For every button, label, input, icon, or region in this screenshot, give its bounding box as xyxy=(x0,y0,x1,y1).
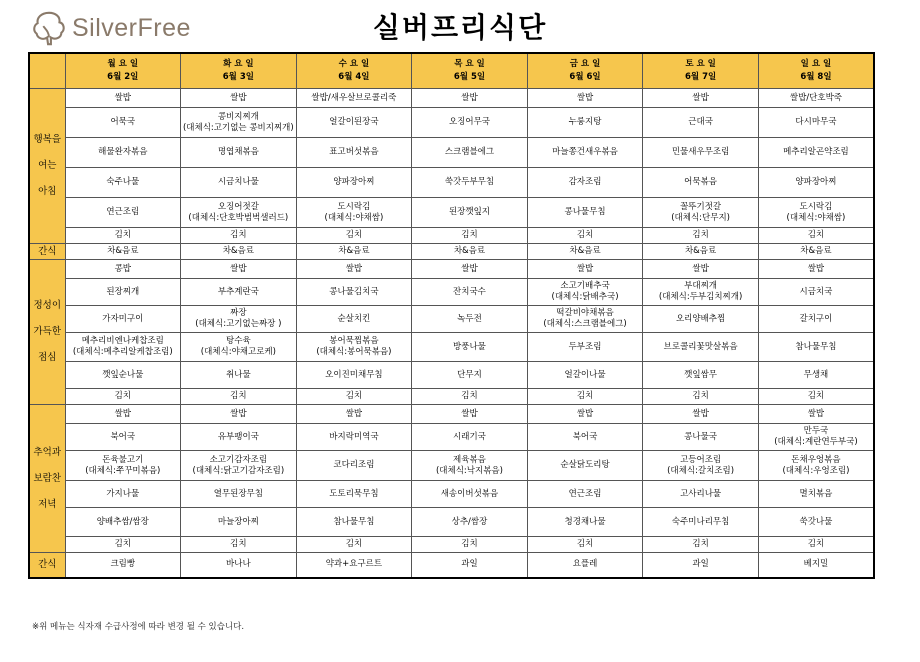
menu-item: 쌀밥 xyxy=(412,260,528,279)
menu-item: 새송이버섯볶음 xyxy=(412,481,528,508)
dinner-label xyxy=(29,405,65,553)
menu-item: 베지밀 xyxy=(758,553,874,578)
breakfast-label xyxy=(29,89,65,244)
menu-item: 명엽채볶음 xyxy=(181,138,297,168)
meal-label-line: 아침 xyxy=(38,186,57,197)
menu-item: 어묵볶음 xyxy=(643,168,759,198)
day-header xyxy=(643,53,759,89)
menu-item: 쌀밥 xyxy=(758,260,874,279)
menu-item: 만두국 (대체식:계란연두부국) xyxy=(758,424,874,451)
menu-item: 김치 xyxy=(65,537,181,553)
menu-item: 시래기국 xyxy=(412,424,528,451)
menu-item: 쌀밥 xyxy=(181,89,297,108)
menu-item: 고등어조림 (대체식:갈치조림) xyxy=(643,451,759,481)
menu-item: 김치 xyxy=(65,389,181,405)
menu-item: 쌀밥 xyxy=(65,89,181,108)
snack-label: 간식 xyxy=(29,553,65,578)
menu-item: 순살닭도리탕 xyxy=(527,451,643,481)
menu-item: 김치 xyxy=(758,389,874,405)
menu-item: 김치 xyxy=(527,228,643,244)
dinner-row xyxy=(29,537,874,553)
menu-item: 쌀밥 xyxy=(412,405,528,424)
menu-item: 시금치국 xyxy=(758,279,874,306)
day-name: 월 요 일 xyxy=(107,59,139,69)
menu-item: 소고기배추국 (대체식:닭배추국) xyxy=(527,279,643,306)
menu-item: 짜장 (대체식:고기없는짜장 ) xyxy=(181,306,297,333)
breakfast-row xyxy=(29,89,874,108)
day-name: 화 요 일 xyxy=(223,59,254,69)
menu-item: 크림빵 xyxy=(65,553,181,578)
menu-item: 부추계란국 xyxy=(181,279,297,306)
menu-item: 근대국 xyxy=(643,108,759,138)
snack_pm-row xyxy=(29,553,874,578)
menu-item: 김치 xyxy=(296,228,412,244)
dinner-row xyxy=(29,508,874,537)
menu-item: 김치 xyxy=(412,389,528,405)
menu-item: 도시락김 (대체식:야채쌈) xyxy=(758,198,874,228)
menu-item: 쌀밥 xyxy=(643,260,759,279)
day-name: 수 요 일 xyxy=(338,59,370,69)
dinner-row xyxy=(29,481,874,508)
menu-item: 멸치볶음 xyxy=(758,481,874,508)
menu-item: 김치 xyxy=(527,537,643,553)
menu-item: 쌀밥 xyxy=(181,405,297,424)
lunch-row xyxy=(29,333,874,362)
menu-item: 김치 xyxy=(65,228,181,244)
menu-item: 바지락미역국 xyxy=(296,424,412,451)
menu-item: 오징어무국 xyxy=(412,108,528,138)
menu-item: 취나물 xyxy=(181,362,297,389)
menu-item: 고사리나물 xyxy=(643,481,759,508)
menu-item: 김치 xyxy=(758,228,874,244)
menu-item: 감자조림 xyxy=(527,168,643,198)
day-header xyxy=(296,53,412,89)
menu-item: 숙주나물 xyxy=(65,168,181,198)
menu-item: 마늘쫑건새우볶음 xyxy=(527,138,643,168)
menu-item: 콩밥 xyxy=(65,260,181,279)
menu-item: 차&음료 xyxy=(643,244,759,260)
menu-item: 약과+요구르트 xyxy=(296,553,412,578)
menu-item: 쌀밥 xyxy=(527,260,643,279)
menu-item: 쑥갓두부무침 xyxy=(412,168,528,198)
menu-item: 깻잎순나물 xyxy=(65,362,181,389)
menu-item: 떡갈비야채볶음 (대체식:스크램블에그) xyxy=(527,306,643,333)
menu-item: 요플레 xyxy=(527,553,643,578)
page-title: 실버프리식단 xyxy=(372,11,548,44)
breakfast-row xyxy=(29,228,874,244)
menu-item: 오이진미채무침 xyxy=(296,362,412,389)
day-name: 일 요 일 xyxy=(800,59,832,69)
menu-item: 쌀밥 xyxy=(181,260,297,279)
menu-item: 김치 xyxy=(643,228,759,244)
meal-label-line: 가득한 xyxy=(33,326,62,337)
day-header xyxy=(181,53,297,89)
menu-item: 잔치국수 xyxy=(412,279,528,306)
menu-item: 표고버섯볶음 xyxy=(296,138,412,168)
menu-item: 쌀밥/새우살브로콜리죽 xyxy=(296,89,412,108)
menu-item: 마늘장아찌 xyxy=(181,508,297,537)
menu-item: 스크램블에그 xyxy=(412,138,528,168)
menu-item: 유부팽이국 xyxy=(181,424,297,451)
menu-item: 누룽지탕 xyxy=(527,108,643,138)
menu-item: 양파장아찌 xyxy=(296,168,412,198)
snack-label: 간식 xyxy=(29,244,65,260)
menu-item: 차&음료 xyxy=(527,244,643,260)
menu-item: 제육볶음 (대체식:낙지볶음) xyxy=(412,451,528,481)
breakfast-row xyxy=(29,198,874,228)
menu-item: 참나물무침 xyxy=(296,508,412,537)
menu-item: 부대찌개 (대체식:두부김치찌개) xyxy=(643,279,759,306)
menu-item: 숙주미나리무침 xyxy=(643,508,759,537)
menu-item: 콩나물국 xyxy=(643,424,759,451)
lunch-row xyxy=(29,279,874,306)
day-name: 목 요 일 xyxy=(454,59,485,69)
meal-label-line: 점심 xyxy=(38,352,57,363)
lunch-row xyxy=(29,306,874,333)
menu-item: 다시마무국 xyxy=(758,108,874,138)
menu-item: 연근조림 xyxy=(527,481,643,508)
menu-item: 차&음료 xyxy=(758,244,874,260)
menu-item: 양파장아찌 xyxy=(758,168,874,198)
menu-item: 쌀밥 xyxy=(527,405,643,424)
day-date: 6월 2일 xyxy=(107,72,139,82)
menu-item: 차&음료 xyxy=(181,244,297,260)
day-date: 6월 6일 xyxy=(569,72,601,82)
header-row xyxy=(29,53,874,89)
menu-item: 상추/쌈장 xyxy=(412,508,528,537)
menu-item: 쌀밥 xyxy=(643,405,759,424)
day-date: 6월 4일 xyxy=(338,72,370,82)
day-header xyxy=(412,53,528,89)
menu-item: 과일 xyxy=(412,553,528,578)
menu-item: 무생채 xyxy=(758,362,874,389)
menu-item: 도토리묵무침 xyxy=(296,481,412,508)
menu-item: 김치 xyxy=(643,537,759,553)
footnote: ※위 메뉴는 식자재 수급사정에 따라 변경 될 수 있습니다. xyxy=(32,622,245,632)
meal-label-line: 행복을 xyxy=(33,134,62,145)
weekly-menu-table xyxy=(28,52,875,579)
menu-item: 김치 xyxy=(296,389,412,405)
menu-item: 메추리알곤약조림 xyxy=(758,138,874,168)
menu-item: 김치 xyxy=(412,228,528,244)
menu-item: 콩나물김치국 xyxy=(296,279,412,306)
menu-item: 차&음료 xyxy=(412,244,528,260)
menu-item: 얼갈이나물 xyxy=(527,362,643,389)
meal-label-line: 여는 xyxy=(38,160,57,171)
menu-item: 차&음료 xyxy=(296,244,412,260)
menu-item: 얼갈이된장국 xyxy=(296,108,412,138)
breakfast-row xyxy=(29,168,874,198)
menu-item: 갈치구이 xyxy=(758,306,874,333)
menu-item: 순살치킨 xyxy=(296,306,412,333)
breakfast-row xyxy=(29,138,874,168)
menu-item: 청경채나물 xyxy=(527,508,643,537)
menu-item: 김치 xyxy=(296,537,412,553)
menu-item: 시금치나물 xyxy=(181,168,297,198)
dinner-row xyxy=(29,424,874,451)
brand-name: SilverFree xyxy=(72,13,191,42)
menu-item: 차&음료 xyxy=(65,244,181,260)
meal-label-line: 정성이 xyxy=(33,300,62,311)
day-date: 6월 8일 xyxy=(800,72,832,82)
menu-item: 열무된장무침 xyxy=(181,481,297,508)
menu-item: 양배추쌈/쌈장 xyxy=(65,508,181,537)
menu-item: 민물새우무조림 xyxy=(643,138,759,168)
menu-item: 두부조림 xyxy=(527,333,643,362)
dinner-row xyxy=(29,405,874,424)
day-header xyxy=(527,53,643,89)
snack_am-row xyxy=(29,244,874,260)
menu-item: 김치 xyxy=(181,389,297,405)
day-header xyxy=(65,53,181,89)
lunch-label xyxy=(29,260,65,405)
menu-item: 김치 xyxy=(412,537,528,553)
menu-item: 북어국 xyxy=(527,424,643,451)
menu-item: 쌀밥 xyxy=(758,405,874,424)
menu-item: 된장찌개 xyxy=(65,279,181,306)
menu-item: 오리양배추찜 xyxy=(643,306,759,333)
lunch-row xyxy=(29,389,874,405)
menu-item: 오징어젓갈 (대체식:단호박범벅샐러드) xyxy=(181,198,297,228)
day-date: 6월 7일 xyxy=(684,72,717,82)
menu-item: 어묵국 xyxy=(65,108,181,138)
menu-item: 돈채우엉볶음 (대체식:우엉조림) xyxy=(758,451,874,481)
menu-item: 돈육불고기 (대체식:쭈꾸미볶음) xyxy=(65,451,181,481)
menu-item: 콩비지찌개 (대체식:고기없는 콩비지찌개) xyxy=(181,108,297,138)
menu-item: 김치 xyxy=(527,389,643,405)
day-name: 금 요 일 xyxy=(569,59,601,69)
menu-item: 쌀밥 xyxy=(296,260,412,279)
lunch-row xyxy=(29,260,874,279)
menu-item: 김치 xyxy=(758,537,874,553)
menu-item: 단무지 xyxy=(412,362,528,389)
menu-item: 쌀밥/단호박죽 xyxy=(758,89,874,108)
menu-item: 방풍나물 xyxy=(412,333,528,362)
menu-item: 김치 xyxy=(181,537,297,553)
menu-item: 메추리비엔나케찹조림 (대체식:메추리알케찹조림) xyxy=(65,333,181,362)
lunch-row xyxy=(29,362,874,389)
menu-item: 쌀밥 xyxy=(643,89,759,108)
menu-item: 소고기감자조림 (대체식:닭고기감자조림) xyxy=(181,451,297,481)
menu-item: 봉어묵찜볶음 (대체식:봉어묵볶음) xyxy=(296,333,412,362)
day-date: 6월 3일 xyxy=(222,72,254,82)
menu-item: 쌀밥 xyxy=(412,89,528,108)
dinner-row xyxy=(29,451,874,481)
menu-item: 김치 xyxy=(181,228,297,244)
menu-item: 과일 xyxy=(643,553,759,578)
menu-item: 가지나물 xyxy=(65,481,181,508)
menu-item: 녹두전 xyxy=(412,306,528,333)
menu-item: 쌀밥 xyxy=(527,89,643,108)
menu-item: 가자미구이 xyxy=(65,306,181,333)
meal-label-line: 저녁 xyxy=(38,498,57,510)
menu-item: 꼴뚜기젓갈 (대체식:단무지) xyxy=(643,198,759,228)
menu-item: 쑥갓나물 xyxy=(758,508,874,537)
menu-item: 연근조림 xyxy=(65,198,181,228)
menu-item: 된장깻잎지 xyxy=(412,198,528,228)
day-name: 토 요 일 xyxy=(685,59,716,69)
menu-item: 쌀밥 xyxy=(65,405,181,424)
day-header xyxy=(758,53,874,89)
menu-item: 탕수육 (대체식:야채고로케) xyxy=(181,333,297,362)
menu-item: 쌀밥 xyxy=(296,405,412,424)
menu-item: 콩나물무침 xyxy=(527,198,643,228)
menu-item: 북어국 xyxy=(65,424,181,451)
meal-label-line: 추억과 xyxy=(33,446,62,458)
menu-item: 브로콜리꽃맛살볶음 xyxy=(643,333,759,362)
menu-item: 김치 xyxy=(643,389,759,405)
menu-item: 바나나 xyxy=(181,553,297,578)
menu-item: 코다리조림 xyxy=(296,451,412,481)
header-corner xyxy=(29,53,65,89)
meal-label-line: 보람찬 xyxy=(33,472,62,484)
menu-item: 해물완자볶음 xyxy=(65,138,181,168)
day-date: 6월 5일 xyxy=(453,72,486,82)
menu-item: 참나물무침 xyxy=(758,333,874,362)
menu-item: 도시락김 (대체식:야채쌈) xyxy=(296,198,412,228)
breakfast-row xyxy=(29,108,874,138)
menu-item: 깻잎쌈무 xyxy=(643,362,759,389)
